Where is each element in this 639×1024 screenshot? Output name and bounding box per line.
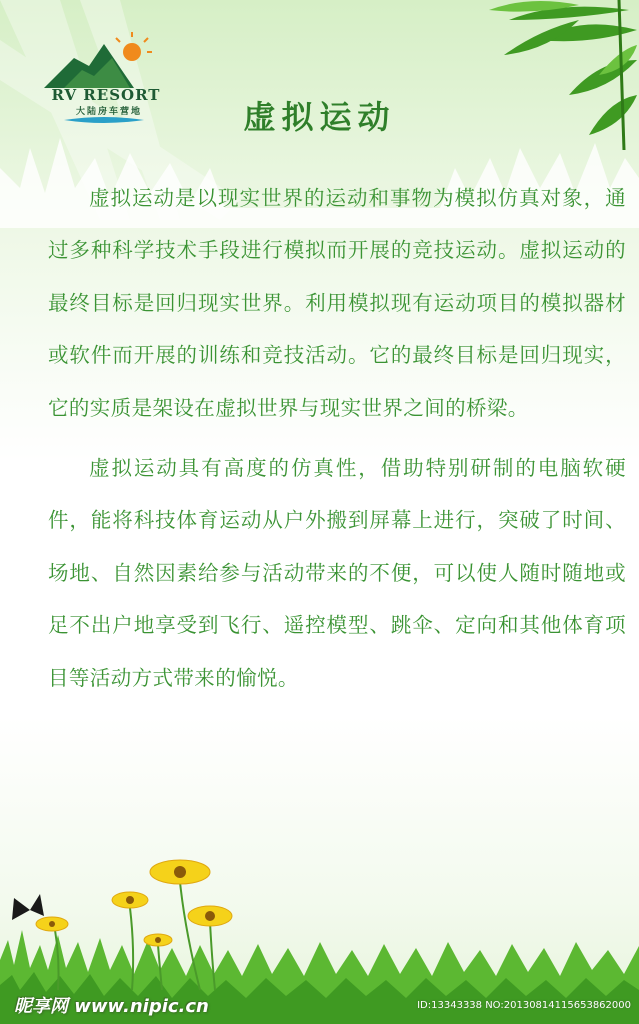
page-title: 虚拟运动 — [243, 98, 396, 136]
logo-chinese-name: 大陆房车营地 — [75, 107, 142, 117]
image-id-watermark: ID:13343338 NO:20130814115653862000 — [417, 1000, 631, 1011]
site-watermark: 昵享网 www.nipic.cn — [14, 996, 209, 1017]
logo-english-name: RV RESORT — [51, 86, 161, 104]
paragraph-1: 虚拟运动是以现实世界的运动和事物为模拟仿真对象，通过多种科学技术手段进行模拟而开展的竞技运动。虚拟运动的最终目标是回归现实世界。利用模拟现有运动项目的模拟器材或软件而开展的训练和竞技活动。它的最终目标是回归现实，它的实质是架设在虚拟世界与现实世界之间的桥梁。 — [48, 186, 626, 420]
paragraph-2: 虚拟运动具有高度的仿真性，借助特别研制的电脑软硬件，能将科技体育运动从户外搬到屏幕上进行，突破了时间、场地、自然因素给参与活动带来的不便，可以使人随时随地或足不出户地享受到飞行、遥控模型、跳伞、定向和其他体育项目等活动方式带来的愉悦。 — [48, 456, 626, 690]
article-body — [48, 172, 626, 704]
butterfly-icon — [12, 894, 44, 920]
